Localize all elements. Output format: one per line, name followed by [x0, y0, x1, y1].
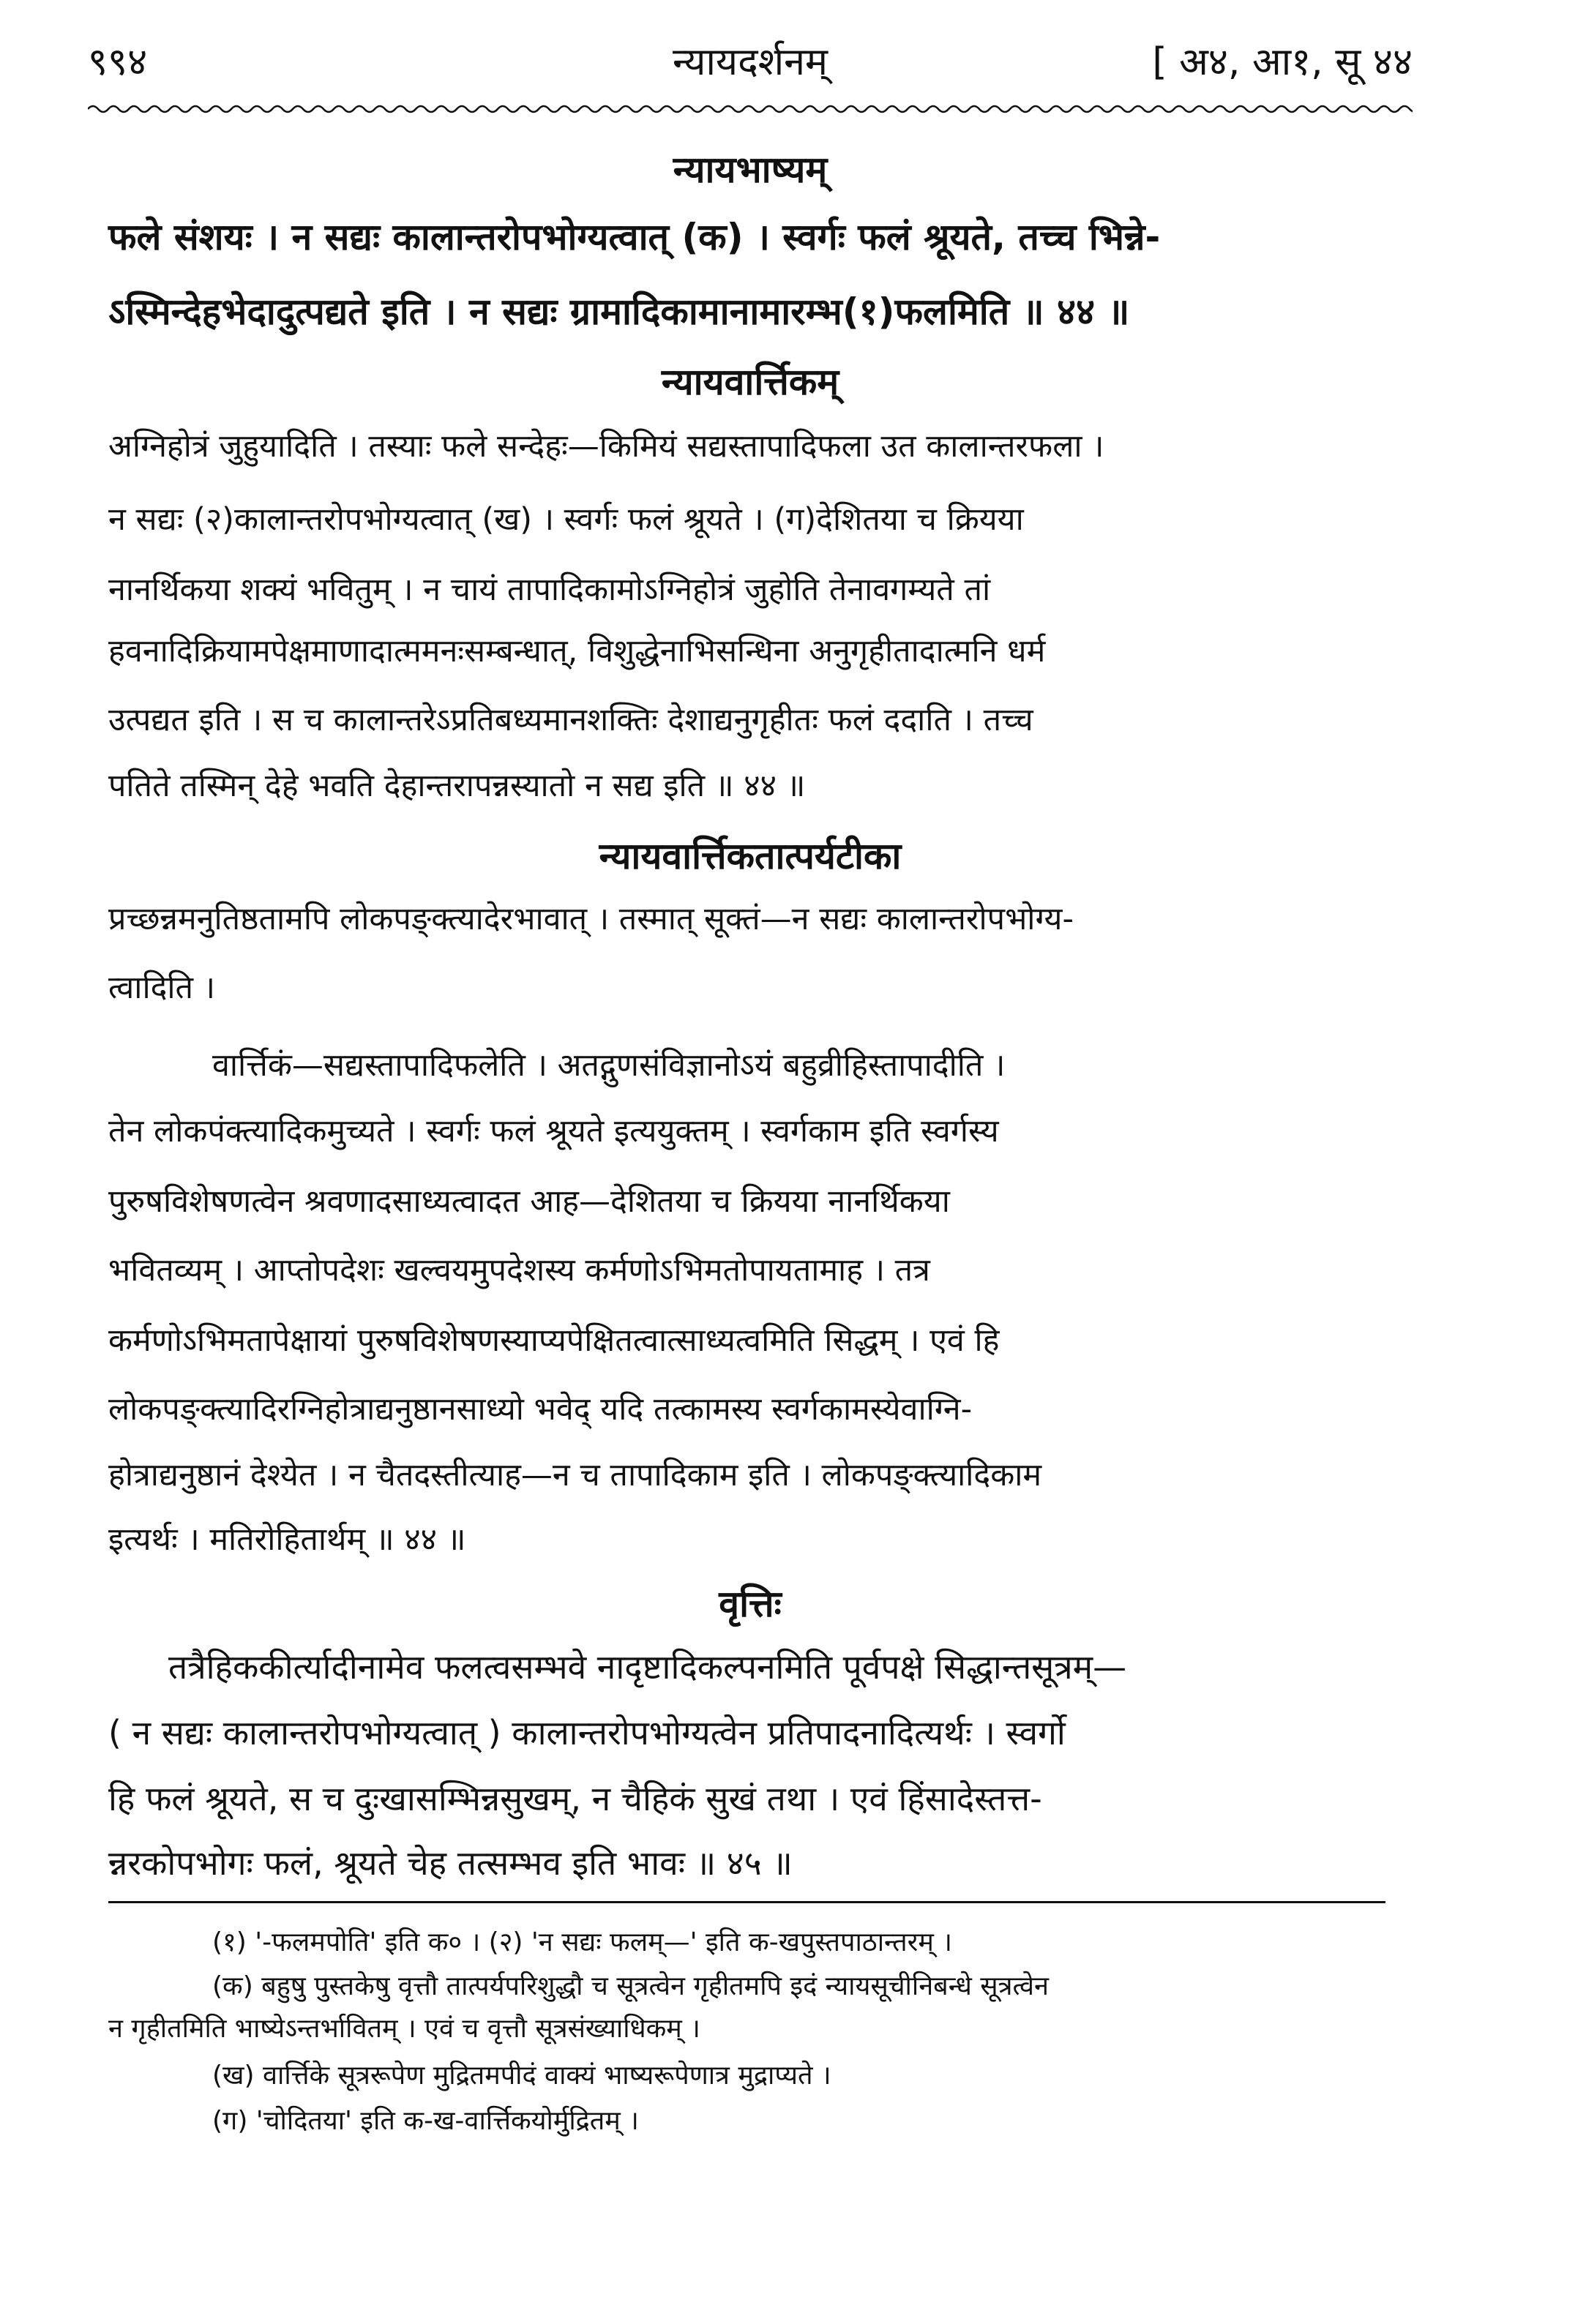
- tika-line: त्वादिति ।: [108, 970, 216, 1006]
- tika-line: होत्राद्यनुष्ठानं देश्येत । न चैतदस्तीत्याह—न च तापादिकाम इति । लोकपङ्क्त्यादिकाम: [108, 1457, 1042, 1493]
- footnote: (ग) 'चोदितया' इति क-ख-वार्त्तिकयोर्मुद्रितम् ।: [212, 2106, 639, 2136]
- book-title: न्यायदर्शनम्: [672, 40, 828, 84]
- footnote: (क) बहुषु पुस्तकेषु वृत्तौ तात्पर्यपरिशुद्धौ च सूत्रत्वेन गृहीतमपि इदं न्यायसूचीनिबन्धे सूत्रत्वेन: [212, 1971, 1050, 2001]
- header-wavy-rule: [88, 101, 1413, 117]
- vartika-line: न सद्यः (२)कालान्तरोपभोग्यत्वात् (ख) । स्वर्गः फलं श्रूयते । (ग)देशितया च क्रियया: [108, 501, 1024, 538]
- page-number: ९९४: [88, 40, 148, 84]
- vritti-line: ( न सद्यः कालान्तरोपभोग्यत्वात् ) कालान्तरोपभोग्यत्वेन प्रतिपादनादित्यर्थः । स्वर्गो: [108, 1713, 1066, 1753]
- tika-line: पुरुषविशेषणत्वेन श्रवणादसाध्यत्वादत आह—देशितया च क्रियया नानर्थिकया: [108, 1183, 950, 1220]
- footnote: न गृहीतमिति भाष्येऽन्तर्भावितम् । एवं च वृत्तौ सूत्रसंख्याधिकम् ।: [108, 2014, 700, 2044]
- vartika-line: पतिते तस्मिन् देहे भवति देहान्तरापन्नस्यातो न सद्य इति ॥ ४४ ॥: [108, 768, 806, 804]
- section-reference: [ अ४, आ१, सू ४४: [1152, 40, 1413, 84]
- vartika-line: अग्निहोत्रं जुहुयादिति । तस्याः फले सन्देहः—किमियं सद्यस्तापादिफला उत कालान्तरफला ।: [108, 428, 1104, 465]
- tika-heading: न्यायवार्त्तिकतात्पर्यटीका: [599, 835, 902, 877]
- bhashya-line: ऽस्मिन्देहभेदादुत्पद्यते इति । न सद्यः ग्रामादिकामानामारम्भ(१)फलमिति ॥ ४४ ॥: [108, 290, 1130, 333]
- bhashya-line: फले संशयः । न सद्यः कालान्तरोपभोग्यत्वात् (क) । स्वर्गः फलं श्रूयते, तच्च भिन्ने-: [108, 216, 1161, 258]
- tika-line: कर्मणोऽभिमतापेक्षायां पुरुषविशेषणस्याप्यपेक्षितत्वात्साध्यत्वमिति सिद्धम् । एवं हि: [108, 1322, 1000, 1359]
- vartika-heading: न्यायवार्त्तिकम्: [661, 361, 839, 403]
- vartika-line: उत्पद्यत इति । स च कालान्तरेऽप्रतिबध्यमानशक्तिः देशाद्यनुगृहीतः फलं ददाति । तच्च: [108, 702, 1033, 738]
- vartika-line: हवनादिक्रियामपेक्षमाणादात्ममनःसम्बन्धात्, विशुद्धेनाभिसन्धिना अनुगृहीतादात्मनि धर्म: [108, 633, 1046, 670]
- tika-line: लोकपङ्क्त्यादिरग्निहोत्राद्यनुष्ठानसाध्यो भवेद् यदि तत्कामस्य स्वर्गकामस्येवाग्नि-: [108, 1391, 973, 1428]
- vritti-line: न्नरकोपभोगः फलं, श्रूयते चेह तत्सम्भव इति भावः ॥ ४५ ॥: [108, 1843, 793, 1883]
- tika-line: वार्त्तिकं—सद्यस्तापादिफलेति । अतद्गुणसंविज्ञानोऽयं बहुव्रीहिस्तापादीति ।: [212, 1047, 1006, 1084]
- tika-line: इत्यर्थः । मतिरोहितार्थम् ॥ ४४ ॥: [108, 1521, 466, 1558]
- footnote: (ख) वार्त्तिके सूत्ररूपेण मुद्रितमपीदं वाक्यं भाष्यरूपेणात्र मुद्राप्यते ।: [212, 2061, 831, 2091]
- vritti-line: तत्रैहिककीर्त्यादीनामेव फलत्वसम्भवे नादृष्टादिकल्पनमिति पूर्वपक्षे सिद्धान्तसूत्रम्—: [168, 1647, 1127, 1687]
- running-header: [88, 29, 1413, 95]
- vartika-line: नानर्थिकया शक्यं भवितुम् । न चायं तापादिकामोऽग्निहोत्रं जुहोति तेनावगम्यते तां: [108, 571, 991, 608]
- vritti-line: हि फलं श्रूयते, स च दुःखासम्भिन्नसुखम्, न चैहिकं सुखं तथा । एवं हिंसादेस्तत्त-: [108, 1779, 1042, 1818]
- bhashya-heading: न्यायभाष्यम्: [673, 149, 828, 191]
- tika-line: प्रच्छन्नमनुतिष्ठतामपि लोकपङ्क्त्यादेरभावात् । तस्मात् सूक्तं—न सद्यः कालान्तरोपभोग्य-: [108, 901, 1074, 937]
- tika-line: तेन लोकपंक्त्यादिकमुच्यते । स्वर्गः फलं श्रूयते इत्ययुक्तम् । स्वर्गकाम इति स्वर्गस्य: [108, 1113, 999, 1150]
- footnote: (१) '-फलमपोति' इति क० । (२) 'न सद्यः फलम्—' इति क-खपुस्तपाठान्तरम् ।: [212, 1927, 952, 1957]
- tika-line: भवितव्यम् । आप्तोपदेशः खल्वयमुपदेशस्य कर्मणोऽभिमतोपायतामाह । तत्र: [108, 1252, 930, 1289]
- vritti-heading: वृत्तिः: [719, 1583, 782, 1625]
- footnote-rule: [108, 1901, 1385, 1903]
